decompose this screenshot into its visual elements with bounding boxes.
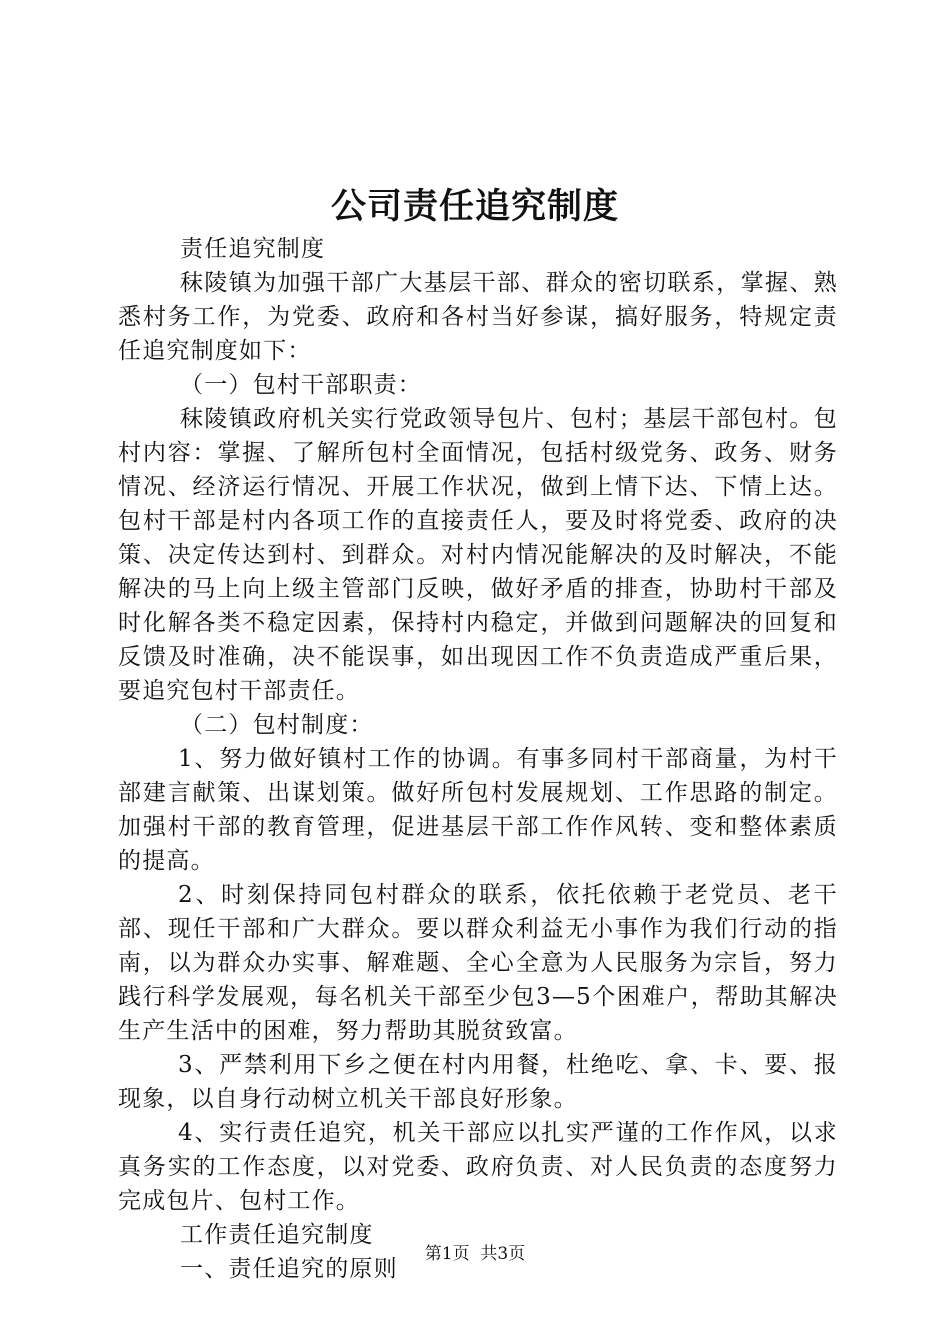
section-heading: 一、责任追究的原则 [180, 1256, 398, 1282]
page-number: 第1页 [424, 1244, 470, 1264]
numbered-paragraph: 3、严禁利用下乡之便在村内用餐，杜绝吃、拿、卡、要、报现象，以自身行动树立机关干部良好形象。 [118, 1052, 838, 1112]
intro-paragraph: 秣陵镇为加强干部广大基层干部、群众的密切联系，掌握、熟悉村务工作，为党委、政府和各村当好参谋，搞好服务，特规定责任追究制度如下： [118, 270, 838, 364]
page-total: 共3页 [480, 1244, 526, 1264]
page-footer [0, 1243, 950, 1265]
numbered-paragraph: 4、实行责任追究，机关干部应以扎实严谨的工作作风，以求真务实的工作态度，以对党委、政府负责、对人民负责的态度努力完成包片、包村工作。 [118, 1120, 838, 1214]
document-body [118, 232, 838, 1286]
section-heading: 责任追究制度 [180, 236, 326, 262]
numbered-paragraph: 1、努力做好镇村工作的协调。有事多同村干部商量，为村干部建言献策、出谋划策。做好所包村发展规划、工作思路的制定。加强村干部的教育管理，促进基层干部工作作风转、变和整体素质的提高。 [118, 746, 838, 874]
section-heading: 工作责任追究制度 [180, 1222, 374, 1248]
numbered-paragraph: 2、时刻保持同包村群众的联系，依托依赖于老党员、老干部、现任干部和广大群众。要以群众利益无小事作为我们行动的指南，以为群众办实事、解难题、全心全意为人民服务为宗旨，努力践行科学发展观，每名机关干部至少包3—5个困难户，帮助其解决生产生活中的困难，努力帮助其脱贫致富。 [118, 882, 838, 1044]
subsection-heading: （二）包村制度： [180, 712, 374, 738]
subsection-heading: （一）包村干部职责： [180, 372, 422, 398]
document-title: 公司责任追究制度 [330, 186, 619, 227]
body-paragraph: 秣陵镇政府机关实行党政领导包片、包村；基层干部包村。包村内容：掌握、了解所包村全面情况，包括村级党务、政务、财务情况、经济运行情况、开展工作状况，做到上情下达、下情上达。包村干部是村内各项工作的直接责任人，要及时将党委、政府的决策、决定传达到村、到群众。对村内情况能解决的及时解决，不能解决的马上向上级主管部门反映，做好矛盾的排查，协助村干部及时化解各类不稳定因素，保持村内稳定，并做到问题解决的回复和反馈及时准确，决不能误事，如出现因工作不负责造成严重后果，要追究包村干部责任。 [118, 406, 838, 704]
